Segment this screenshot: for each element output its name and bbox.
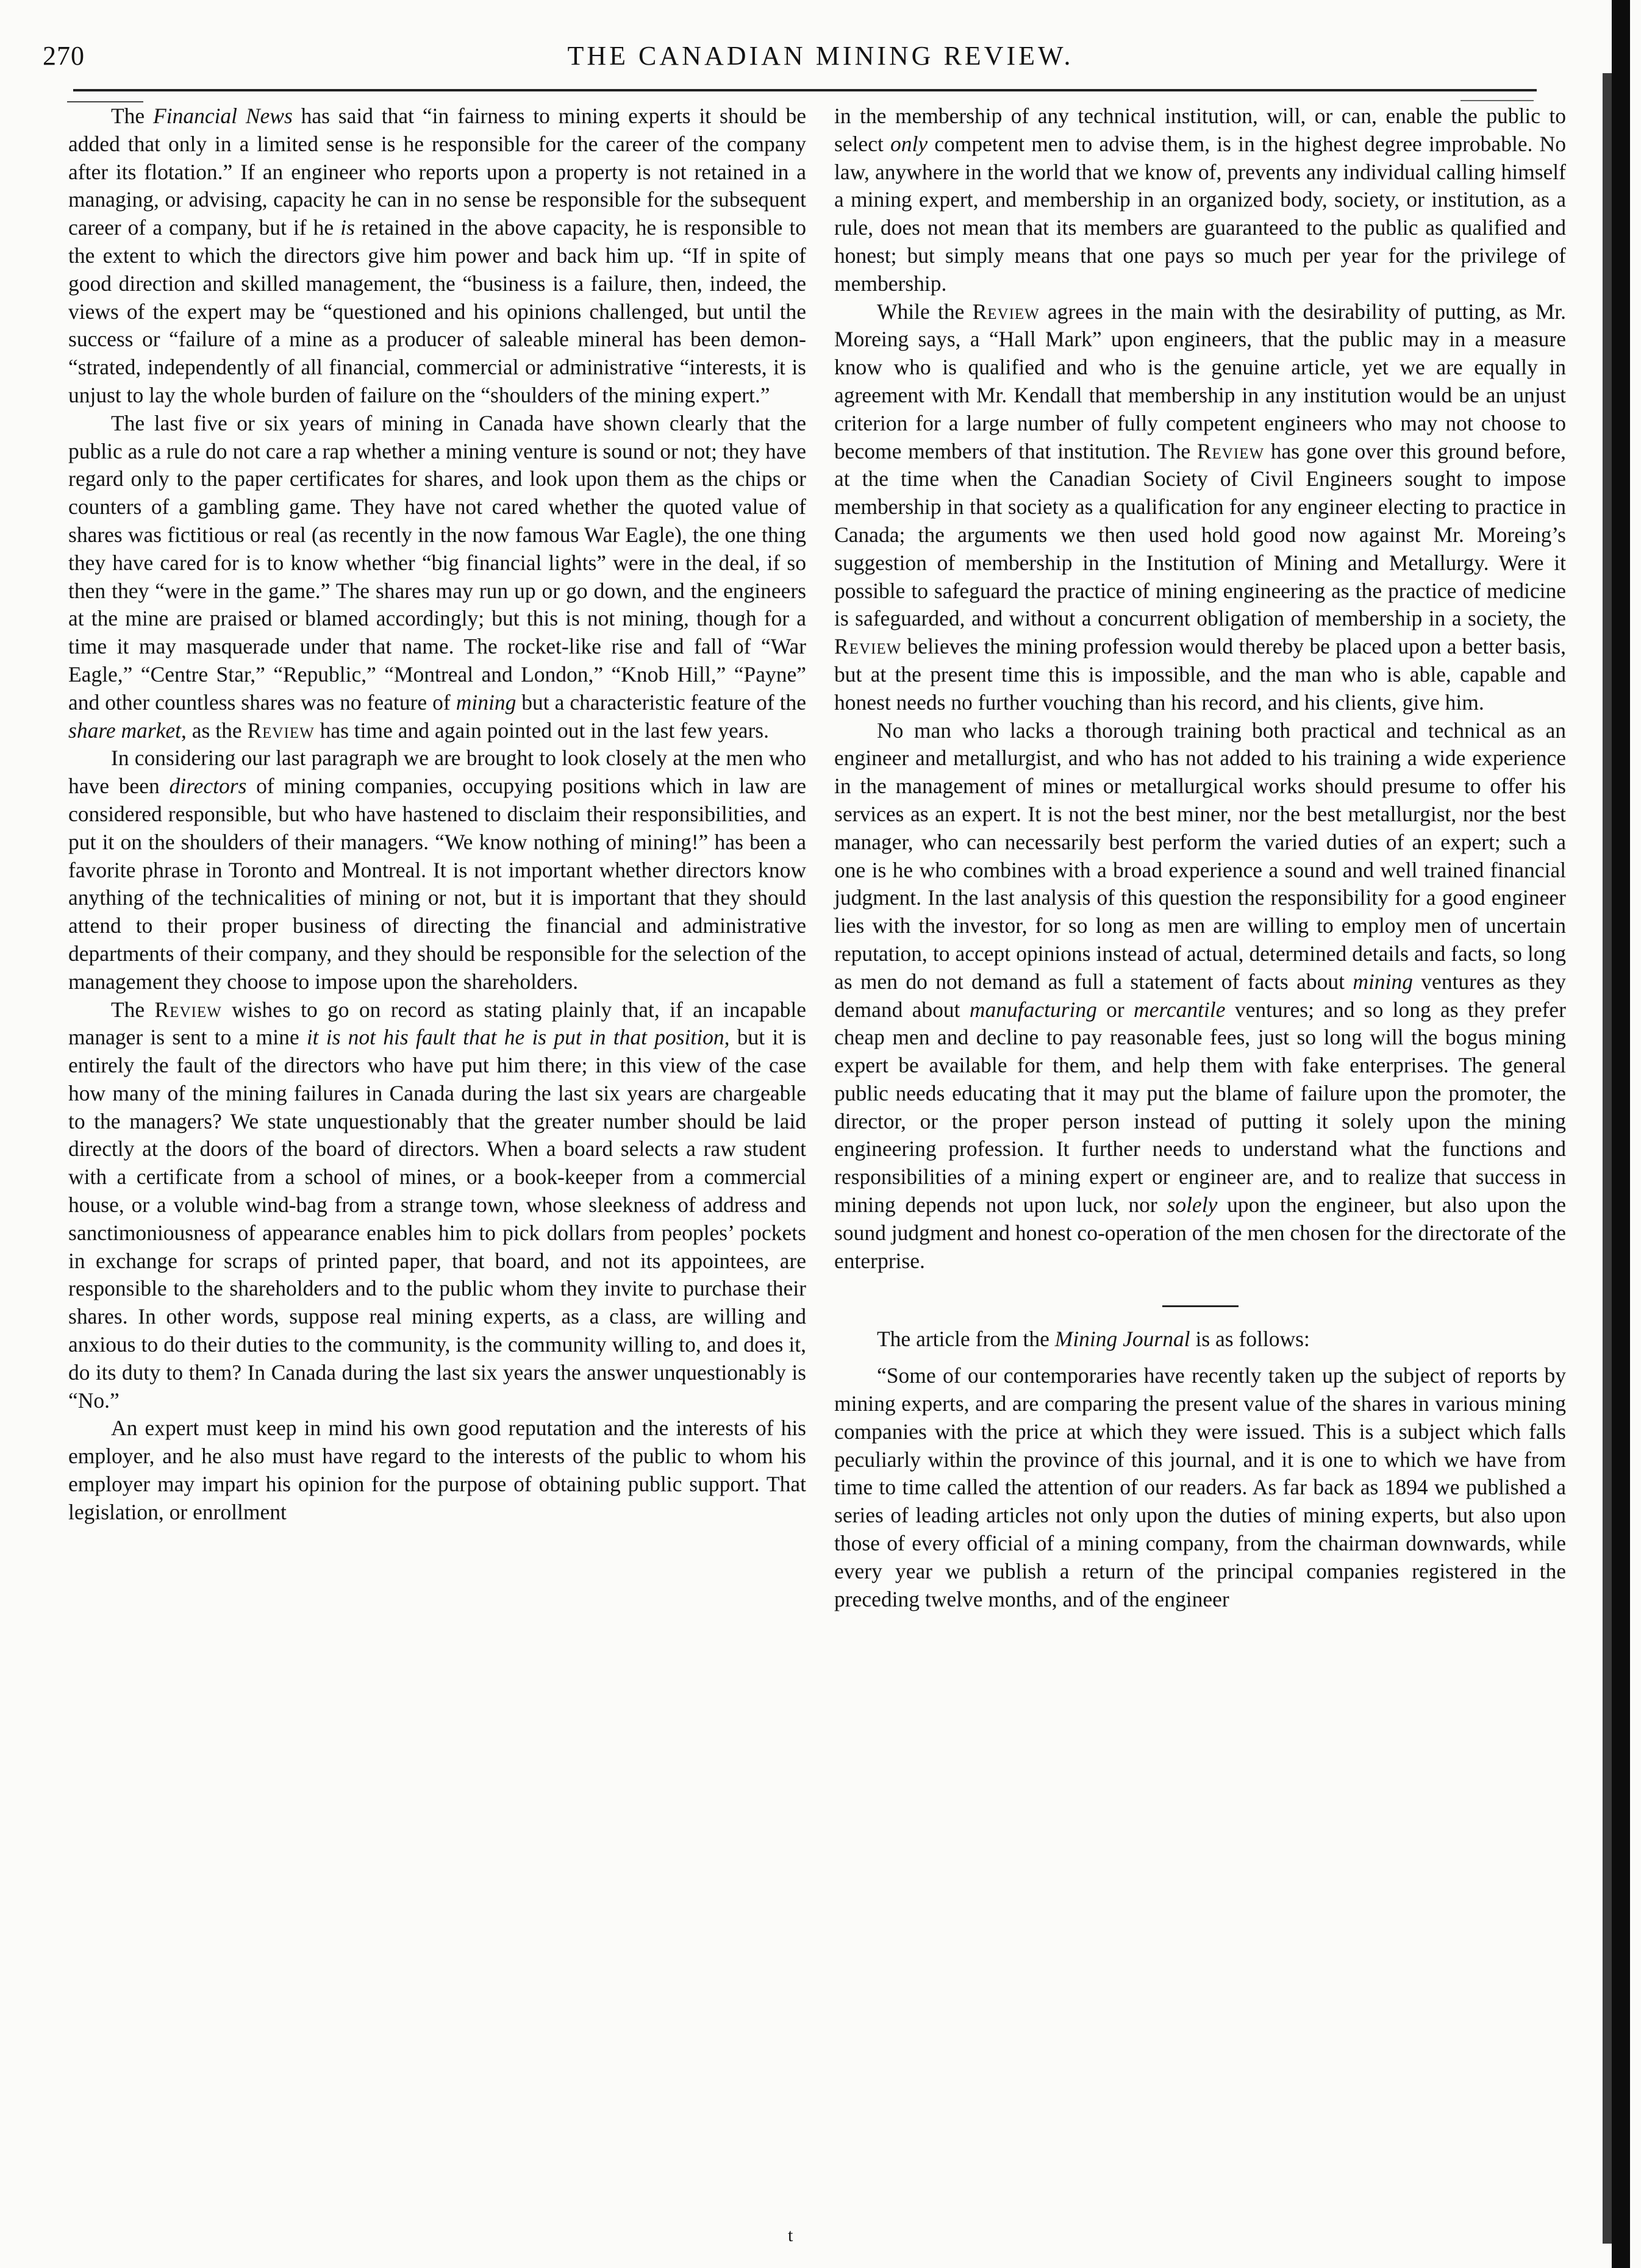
right-column (834, 102, 1566, 1613)
paragraph: No man who lacks a thorough training both practical and technical as an engineer and metallurgist, and who has not added to his training a wide experience in the management of mines or metallurgical works should presume to offer his services as an expert. It is not the best miner, nor the best metallurgist, nor the best manager, who can necessarily best perform the varied duties of an expert; such a one is he who combines with a broad experience a sound and well trained financial judgment. In the last analysis of this question the responsibility for a good engineer lies with the investor, for so long as men are willing to employ men of uncertain reputation, to accept opinions instead of actual, determined details and facts, so long as men do not demand as full a statement of facts about mining ventures as they demand about manufacturing or mercantile ventures; and so long as they prefer cheap men and decline to pay reasonable fees, just so long will the bogus mining expert be available for them, and help them with fake enterprises. The general public needs educating that it may put the blame of failure upon the promoter, the director, or the proper person instead of putting it solely upon the mining engineering profession. It further needs to understand what the functions and responsibilities of a mining expert or engineer are, and to realize that success in mining depends not upon luck, nor solely upon the engineer, but also upon the sound judgment and honest co-operation of the men chosen for the directorate of the enterprise. (834, 718, 1567, 1273)
running-title: THE CANADIAN MINING REVIEW. (567, 41, 1074, 71)
paragraph: The last five or six years of mining in Canada have shown clearly that the public as a rule do not care a rap whether a mining venture is sound or not; they have regard only to the paper certificates for shares, and look upon them as the chips or counters of a gambling game. They have not cared whether the quoted value of shares was fictitious or real (as recently in the now famous War Eagle), the one thing they have cared for is to know whether “big financial lights” were in the deal, if so then they “were in the game.” The shares may run up or go down, and the engineers at the mine are praised or blamed accordingly; but this is not mining, though for a time it may masquerade under that name. The rocket-like rise and fall of “War Eagle,” “Centre Star,” “Republic,” “Montreal and London,” “Knob Hill,” “Payne” and other countless shares was no feature of mining but a characteristic feature of the share market, as the Review has time and again pointed out in the last few years. (68, 410, 807, 743)
header-rule (73, 89, 1537, 91)
paragraph: The article from the Mining Journal is as follows: (877, 1327, 1310, 1352)
paragraph: An expert must keep in mind his own good reputation and the interests of his employer, and he also must have regard to the interests of the public to whom his employer may impart his opinion for the purpose of obtaining public support. That legislation, or enrollment (68, 1416, 806, 1524)
paragraph: In considering our last paragraph we are brought to look closely at the men who have been directors of mining companies, occupying positions which in law are considered responsible, but who have hastened to disclaim their responsibilities, and put it on the shoulders of their managers. “We know nothing of mining!” has been a favorite phrase in Toronto and Montreal. It is not important whether directors know anything of the technicalities of mining or not, but it is important that they should attend to their proper business of directing the financial and administrative departments of their company, and they should be responsible for the selection of the management they choose to impose upon the shareholders. (68, 746, 806, 994)
footnote-mark: t (788, 2225, 793, 2245)
page-number: 270 (43, 41, 85, 71)
scan-edge (1612, 0, 1630, 2268)
header-rule-short-right (1460, 100, 1534, 101)
section-divider (1162, 1305, 1239, 1307)
left-column (68, 102, 806, 1527)
paragraph: The Financial News has said that “in fairness to mining experts it should be added that only in a limited sense is he responsible for the career of the company after its flotation.” If an engineer who reports upon a property is not retained in a managing, or advising, capacity he can in no sense be responsible for the subsequent career of a company, but if he is retained in the above capacity, he is responsible to the extent to which the directors give him power and back him up. “If in spite of good direction and skilled management, the “business is a failure, then, indeed, the views of the expert may be “questioned and his opinions challenged, but until the success or “failure of a mine as a producer of saleable mineral has been demon- “strated, independently of all financial, commercial or administrative “interests, it is unjust to lay the whole burden of failure on the “shoulders of the mining expert.” (68, 104, 807, 407)
paragraph: While the Review agrees in the main with the desirability of putting, as Mr. Moreing says, a “Hall Mark” upon engineers, that the public may in a measure know who is qualified and who is the genuine article, yet we are equally in agreement with Mr. Kendall that membership in any institution would be an unjust criterion for a large number of fully competent engineers who may not choose to become members of that institution. The Review has gone over this ground before, at the time when the Canadian Society of Civil Engineers sought to impose membership in that society as a qualification for any engineer electing to practice in Canada; the arguments we then used hold good now against Mr. Moreing’s suggestion of membership in the Institution of Mining and Metallurgy. Were it possible to safeguard the practice of mining engineering as the practice of medicine is safeguarded, and without a concurrent obligation of membership in a society, the Review believes the mining profession would thereby be placed upon a better basis, but at the present time this is impossible, and the man who is able, capable and honest needs no further vouching than his record, and his clients, give him. (834, 299, 1567, 715)
paragraph: The Review wishes to go on record as stating plainly that, if an incapable manager is sent to a mine it is not his fault that he is put in that position, but it is entirely the fault of the directors who have put him there; in this view of the case how many of the mining failures in Canada during the last six years are chargeable to the managers? We state unquestionably that the greater number should be laid directly at the doors of the board of directors. When a board selects a raw student with a certificate from a school of mines, or a book-keeper from a commercial house, or a voluble wind-bag from a strange town, whose sleekness of address and sanctimoniousness of appearance enables him to pick dollars from peoples’ pockets in exchange for scraps of printed paper, that board, and not its appointees, are responsible to the shareholders and to the public whom they invite to purchase their shares. In other words, suppose real mining experts, as a class, are willing and anxious to do their duties to the community, is the community willing to, and does it, do its duty to them? In Canada during the last six years the answer unquestionably is “No.” (68, 997, 806, 1413)
scan-edge-shadow (1603, 73, 1612, 2244)
quoted-paragraph: “Some of our contemporaries have recently taken up the subject of reports by mining experts, and are comparing the present value of the shares in various mining companies with the price at which they were issued. This is a subject which falls peculiarly within the province of this journal, and it is one to which we have from time to time called the attention of our readers. As far back as 1894 we published a series of leading articles not only upon the duties of mining experts, but also upon those of every official of a mining company, from the chairman downwards, while every year we publish a return of the principal companies registered in the preceding twelve months, and of the engineer (834, 1363, 1566, 1611)
paragraph: in the membership of any technical institution, will, or can, enable the public to select only competent men to advise them, is in the highest degree improbable. No law, anywhere in the world that we know of, prevents any individual calling himself a mining expert, and membership in an organized body, society, or institution, as a rule, does not mean that its members are guaranteed to the public as qualified and honest; but simply means that one pays so much per year for the privilege of membership. (834, 104, 1566, 296)
